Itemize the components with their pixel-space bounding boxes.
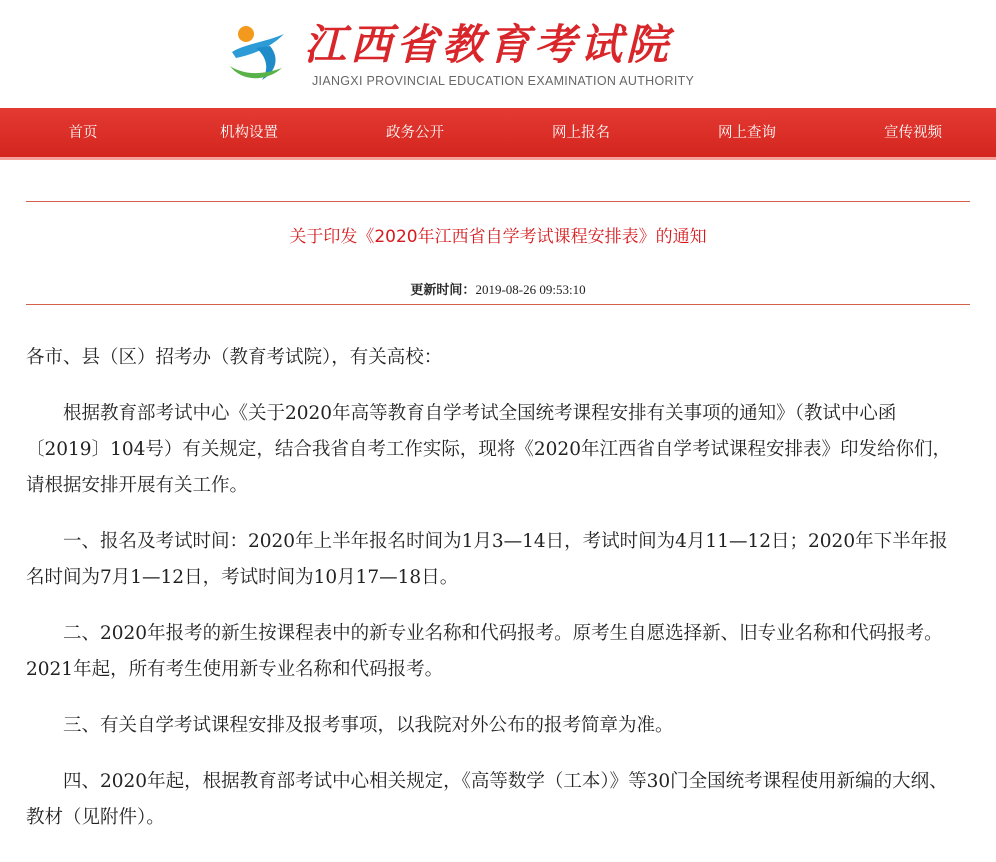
title-top-divider (26, 201, 970, 202)
update-time-label: 更新时间： (410, 283, 476, 298)
site-title: 江西省教育考试院 (304, 20, 673, 69)
nav-item-online-registration[interactable]: 网上报名 (552, 125, 610, 141)
nav-item-promo-video[interactable]: 宣传视频 (884, 125, 942, 141)
main-navbar (0, 108, 996, 160)
nav-item-government-affairs[interactable]: 政务公开 (386, 125, 444, 141)
paragraph-item-2: 二、2020年报考的新生按课程表中的新专业名称和代码报考。原考生自愿选择新、旧专业名称和代码报考。2021年起，所有考生使用新专业名称和代码报考。 (26, 623, 943, 680)
paragraph-intro: 根据教育部考试中心《关于2020年高等教育自学考试全国统考课程安排有关事项的通知》（教试中心函〔2019〕104号）有关规定，结合我省自考工作实际，现将《2020年江西省自学考试课程安排表》印发给你们，请根据安排开展有关工作。 (26, 403, 951, 496)
article-meta (0, 279, 996, 298)
jx-swoosh-logo-icon[interactable] (226, 22, 288, 84)
salutation: 各市、县（区）招考办（教育考试院），有关高校： (26, 347, 443, 368)
meta-bottom-divider (26, 304, 970, 305)
site-subtitle: JIANGXI PROVINCIAL EDUCATION EXAMINATION AUTHORITY (312, 74, 695, 88)
nav-item-home[interactable]: 首页 (68, 125, 98, 141)
article-body (26, 340, 956, 856)
paragraph-item-3: 三、有关自学考试课程安排及报考事项，以我院对外公布的报考简章为准。 (63, 715, 674, 736)
update-time-value: 2019-08-26 09:53:10 (475, 282, 586, 297)
nav-item-online-query[interactable]: 网上查询 (718, 125, 776, 141)
site-header (0, 0, 996, 108)
article-title: 关于印发《2020年江西省自学考试课程安排表》的通知 (289, 227, 707, 247)
paragraph-item-1: 一、报名及考试时间：2020年上半年报名时间为1月3—14日，考试时间为4月11—12日；2020年下半年报名时间为7月1—12日，考试时间为10月17—18日。 (26, 531, 948, 588)
paragraph-item-4: 四、2020年起，根据教育部考试中心相关规定，《高等数学（工本）》等30门全国统考课程使用新编的大纲、教材（见附件）。 (26, 771, 948, 828)
nav-item-organization[interactable]: 机构设置 (220, 125, 278, 141)
